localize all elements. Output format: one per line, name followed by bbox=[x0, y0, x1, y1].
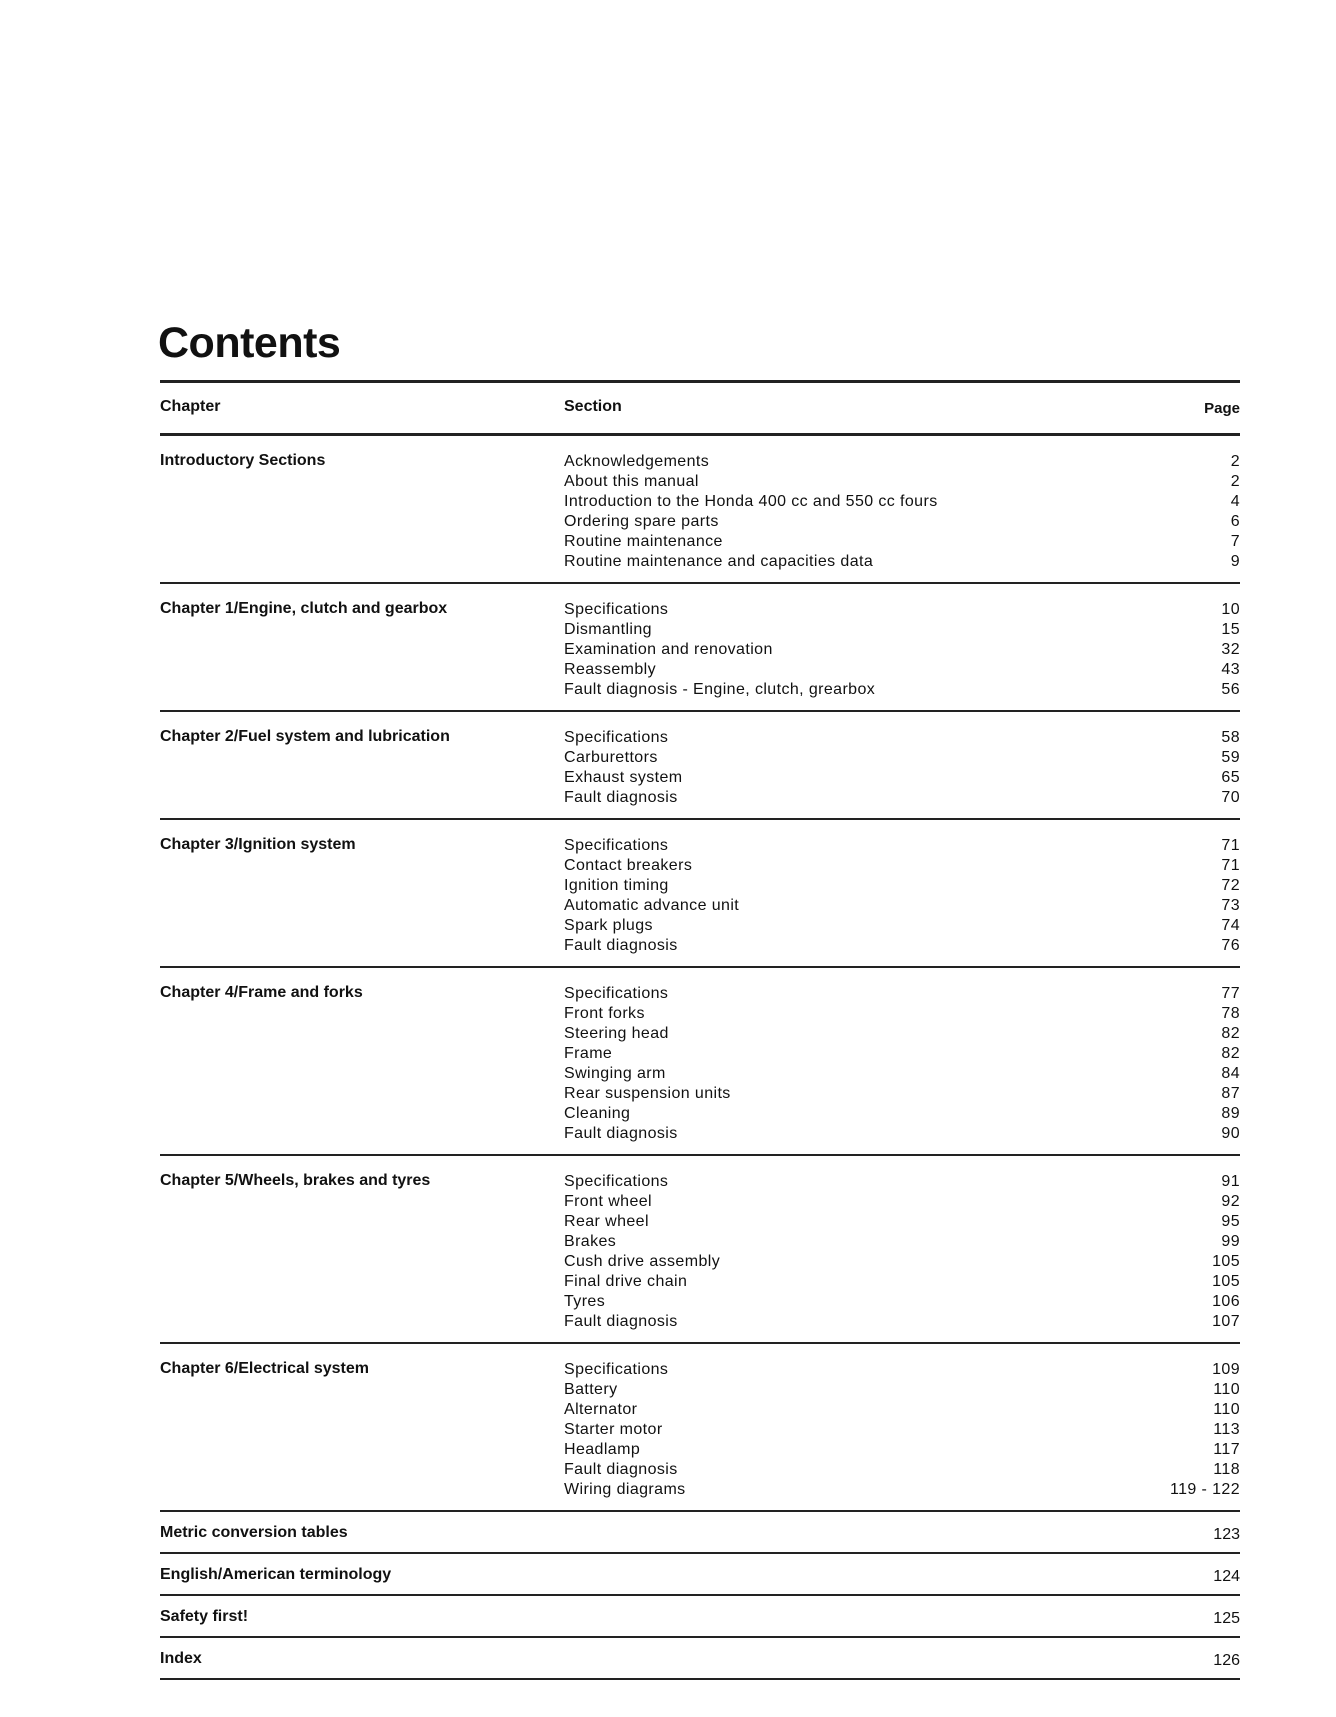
section-name: Automatic advance unit bbox=[564, 897, 740, 914]
section-entry bbox=[564, 600, 1240, 620]
section-entry bbox=[564, 620, 1240, 640]
page-number: 123 bbox=[1213, 1526, 1240, 1543]
page-number: 71 bbox=[1221, 837, 1240, 854]
page-number: 106 bbox=[1212, 1293, 1240, 1310]
chapter-title: Chapter 5/Wheels, brakes and tyres bbox=[160, 1172, 431, 1189]
section-entry bbox=[564, 452, 1240, 472]
header-section: Section bbox=[564, 398, 622, 415]
page-number: 76 bbox=[1221, 937, 1240, 954]
page-number: 32 bbox=[1221, 641, 1240, 658]
page-number: 89 bbox=[1221, 1105, 1240, 1122]
section-name: Fault diagnosis bbox=[564, 789, 678, 806]
section-entry bbox=[564, 1420, 1240, 1440]
contents-table bbox=[160, 380, 1240, 1680]
section-name: Spark plugs bbox=[564, 917, 653, 934]
page-number: 7 bbox=[1230, 533, 1240, 550]
section-name: Final drive chain bbox=[564, 1273, 688, 1290]
section-name: Headlamp bbox=[564, 1441, 641, 1458]
section-name: Exhaust system bbox=[564, 769, 683, 786]
section-entry bbox=[564, 640, 1240, 660]
section-list bbox=[564, 452, 1240, 572]
section-name: Steering head bbox=[564, 1025, 669, 1042]
section-name: Rear suspension units bbox=[564, 1085, 731, 1102]
page-number: 91 bbox=[1221, 1173, 1240, 1190]
section-name: Contact breakers bbox=[564, 857, 693, 874]
chapter-block bbox=[160, 584, 1240, 710]
chapter-title: Chapter 2/Fuel system and lubrication bbox=[160, 728, 450, 745]
section-entry bbox=[564, 856, 1240, 876]
section-entry bbox=[564, 836, 1240, 856]
page-number: 4 bbox=[1230, 493, 1240, 510]
appendix-title: Index bbox=[160, 1650, 202, 1667]
chapter-block bbox=[160, 1156, 1240, 1342]
section-entry bbox=[564, 1312, 1240, 1332]
appendix-list bbox=[160, 1512, 1240, 1680]
section-name: Cleaning bbox=[564, 1105, 631, 1122]
page-number: 2 bbox=[1230, 453, 1240, 470]
chapter-title: Chapter 3/Ignition system bbox=[160, 836, 356, 853]
page-number: 126 bbox=[1213, 1652, 1240, 1669]
section-entry bbox=[564, 1292, 1240, 1312]
section-entry bbox=[564, 1004, 1240, 1024]
section-name: Specifications bbox=[564, 1173, 669, 1190]
section-entry bbox=[564, 936, 1240, 956]
section-entry bbox=[564, 768, 1240, 788]
section-name: About this manual bbox=[564, 473, 699, 490]
page-number: 113 bbox=[1213, 1421, 1240, 1438]
section-entry bbox=[564, 876, 1240, 896]
page-number: 56 bbox=[1221, 681, 1240, 698]
section-entry bbox=[564, 1232, 1240, 1252]
page-number: 84 bbox=[1221, 1065, 1240, 1082]
section-name: Specifications bbox=[564, 601, 669, 618]
page-number: 9 bbox=[1230, 553, 1240, 570]
section-entry bbox=[564, 1104, 1240, 1124]
page-number: 105 bbox=[1212, 1273, 1240, 1290]
section-entry bbox=[564, 1360, 1240, 1380]
section-entry bbox=[564, 1044, 1240, 1064]
section-entry bbox=[564, 1024, 1240, 1044]
appendix-title: Safety first! bbox=[160, 1608, 249, 1625]
section-name: Specifications bbox=[564, 837, 669, 854]
page-number: 82 bbox=[1221, 1045, 1240, 1062]
appendix-divider bbox=[160, 1678, 1240, 1680]
page-number: 77 bbox=[1221, 985, 1240, 1002]
chapter-title: Introductory Sections bbox=[160, 452, 326, 469]
section-entry bbox=[564, 472, 1240, 492]
section-entry bbox=[564, 492, 1240, 512]
appendix-entry bbox=[160, 1638, 1240, 1678]
page-number: 58 bbox=[1221, 729, 1240, 746]
section-list bbox=[564, 1360, 1240, 1500]
section-entry bbox=[564, 660, 1240, 680]
section-entry bbox=[564, 916, 1240, 936]
chapter-title: Chapter 1/Engine, clutch and gearbox bbox=[160, 600, 448, 617]
section-name: Ignition timing bbox=[564, 877, 669, 894]
section-name: Alternator bbox=[564, 1401, 638, 1418]
page-number: 118 bbox=[1213, 1461, 1240, 1478]
page-number: 92 bbox=[1221, 1193, 1240, 1210]
section-entry bbox=[564, 1212, 1240, 1232]
page-number: 124 bbox=[1213, 1568, 1240, 1585]
section-list bbox=[564, 984, 1240, 1144]
section-name: Fault diagnosis bbox=[564, 1125, 678, 1142]
page-number: 107 bbox=[1212, 1313, 1240, 1330]
section-entry bbox=[564, 532, 1240, 552]
chapter-block bbox=[160, 968, 1240, 1154]
page-number: 10 bbox=[1221, 601, 1240, 618]
section-name: Tyres bbox=[564, 1293, 606, 1310]
table-header bbox=[160, 383, 1240, 433]
section-entry bbox=[564, 1084, 1240, 1104]
section-name: Reassembly bbox=[564, 661, 657, 678]
page-number: 65 bbox=[1221, 769, 1240, 786]
appendix-entry bbox=[160, 1596, 1240, 1636]
page-number: 72 bbox=[1221, 877, 1240, 894]
page-number: 70 bbox=[1221, 789, 1240, 806]
page-number: 119 - 122 bbox=[1169, 1481, 1240, 1498]
page-number: 74 bbox=[1221, 917, 1240, 934]
section-name: Routine maintenance bbox=[564, 533, 723, 550]
page-number: 110 bbox=[1213, 1381, 1240, 1398]
section-name: Routine maintenance and capacities data bbox=[564, 553, 874, 570]
section-name: Examination and renovation bbox=[564, 641, 773, 658]
section-entry bbox=[564, 1064, 1240, 1084]
page-number: 87 bbox=[1221, 1085, 1240, 1102]
page-number: 59 bbox=[1221, 749, 1240, 766]
chapter-block bbox=[160, 712, 1240, 818]
section-name: Battery bbox=[564, 1381, 618, 1398]
section-name: Fault diagnosis bbox=[564, 1461, 678, 1478]
page-number: 2 bbox=[1230, 473, 1240, 490]
section-entry bbox=[564, 1272, 1240, 1292]
page-number: 105 bbox=[1212, 1253, 1240, 1270]
chapter-block bbox=[160, 436, 1240, 582]
page-number: 109 bbox=[1212, 1361, 1240, 1378]
appendix-title: Metric conversion tables bbox=[160, 1524, 348, 1541]
appendix-entry bbox=[160, 1554, 1240, 1594]
chapter-block bbox=[160, 1344, 1240, 1510]
page-number: 73 bbox=[1221, 897, 1240, 914]
section-entry bbox=[564, 680, 1240, 700]
section-name: Specifications bbox=[564, 985, 669, 1002]
section-name: Introduction to the Honda 400 cc and 550 cc fours bbox=[564, 493, 938, 510]
header-chapter: Chapter bbox=[160, 398, 221, 415]
page-number: 99 bbox=[1221, 1233, 1240, 1250]
section-entry bbox=[564, 984, 1240, 1004]
page-number: 15 bbox=[1221, 621, 1240, 638]
section-name: Frame bbox=[564, 1045, 613, 1062]
chapter-list bbox=[160, 436, 1240, 1512]
section-name: Fault diagnosis - Engine, clutch, grearbox bbox=[564, 681, 876, 698]
section-entry bbox=[564, 1400, 1240, 1420]
page-number: 43 bbox=[1221, 661, 1240, 678]
section-name: Brakes bbox=[564, 1233, 617, 1250]
page-number: 95 bbox=[1221, 1213, 1240, 1230]
page-number: 71 bbox=[1221, 857, 1240, 874]
page-number: 110 bbox=[1213, 1401, 1240, 1418]
section-name: Swinging arm bbox=[564, 1065, 666, 1082]
page-number: 6 bbox=[1230, 513, 1240, 530]
chapter-block bbox=[160, 820, 1240, 966]
appendix-entry bbox=[160, 1512, 1240, 1552]
section-entry bbox=[564, 1172, 1240, 1192]
section-name: Specifications bbox=[564, 1361, 669, 1378]
section-name: Dismantling bbox=[564, 621, 652, 638]
page-number: 78 bbox=[1221, 1005, 1240, 1022]
section-entry bbox=[564, 1124, 1240, 1144]
section-name: Fault diagnosis bbox=[564, 1313, 678, 1330]
section-entry bbox=[564, 1440, 1240, 1460]
section-entry bbox=[564, 788, 1240, 808]
section-entry bbox=[564, 512, 1240, 532]
section-list bbox=[564, 728, 1240, 808]
section-name: Front forks bbox=[564, 1005, 645, 1022]
page-title: Contents bbox=[158, 319, 341, 367]
section-entry bbox=[564, 1192, 1240, 1212]
section-entry bbox=[564, 1380, 1240, 1400]
section-entry bbox=[564, 1460, 1240, 1480]
section-list bbox=[564, 836, 1240, 956]
section-entry bbox=[564, 1480, 1240, 1500]
header-page: Page bbox=[1204, 400, 1240, 417]
section-entry bbox=[564, 728, 1240, 748]
chapter-title: Chapter 6/Electrical system bbox=[160, 1360, 369, 1377]
section-name: Carburettors bbox=[564, 749, 658, 766]
section-entry bbox=[564, 896, 1240, 916]
section-name: Wiring diagrams bbox=[564, 1481, 686, 1498]
section-name: Fault diagnosis bbox=[564, 937, 678, 954]
section-name: Acknowledgements bbox=[564, 453, 710, 470]
section-list bbox=[564, 1172, 1240, 1332]
section-name: Starter motor bbox=[564, 1421, 663, 1438]
section-name: Front wheel bbox=[564, 1193, 652, 1210]
section-name: Cush drive assembly bbox=[564, 1253, 721, 1270]
section-name: Rear wheel bbox=[564, 1213, 649, 1230]
page-number: 82 bbox=[1221, 1025, 1240, 1042]
section-entry bbox=[564, 552, 1240, 572]
section-name: Ordering spare parts bbox=[564, 513, 719, 530]
appendix-title: English/American terminology bbox=[160, 1566, 392, 1583]
section-name: Specifications bbox=[564, 729, 669, 746]
page-number: 117 bbox=[1213, 1441, 1240, 1458]
section-entry bbox=[564, 748, 1240, 768]
section-list bbox=[564, 600, 1240, 700]
section-entry bbox=[564, 1252, 1240, 1272]
page-number: 90 bbox=[1221, 1125, 1240, 1142]
chapter-title: Chapter 4/Frame and forks bbox=[160, 984, 363, 1001]
page-number: 125 bbox=[1213, 1610, 1240, 1627]
